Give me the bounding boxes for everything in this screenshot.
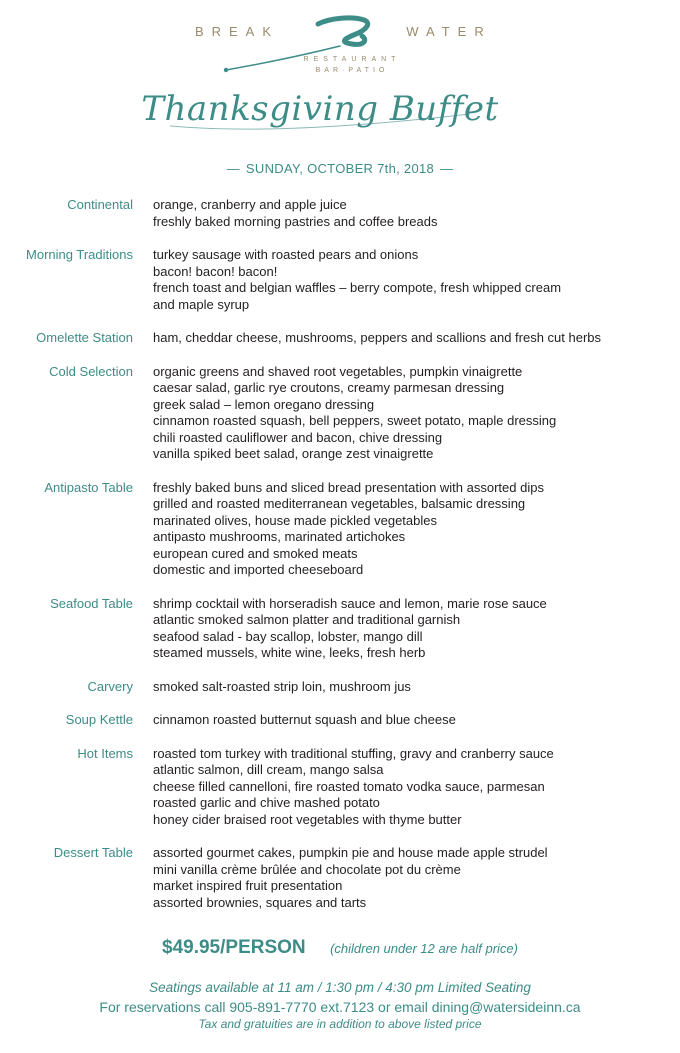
menu-section: [0, 596, 680, 662]
script-title-text: Thanksgiving Buffet: [141, 89, 499, 129]
menu-section: [0, 330, 680, 347]
logo-subline-bar-patio: BAR·PATIO: [315, 67, 389, 74]
section-name: Cold Selection: [49, 363, 133, 379]
section-items: [153, 480, 668, 579]
section-name: Hot Items: [77, 745, 133, 761]
menu-section: [0, 679, 680, 696]
breakwater-logo: [0, 0, 680, 90]
section-name: Carvery: [87, 678, 133, 694]
price-per-person: $49.95/PERSON: [162, 937, 306, 958]
menu-item: grilled and roasted mediterranean vegetables, balsamic dressing: [153, 496, 526, 511]
price-line: [0, 937, 680, 959]
date-dash-left: —: [226, 161, 240, 176]
section-name: Morning Traditions: [26, 247, 133, 262]
section-items: [153, 197, 668, 230]
menu-item: cheese filled cannelloni, fire roasted tomato vodka sauce, parmesan: [153, 778, 545, 794]
section-items: [153, 679, 668, 696]
menu-section: [0, 712, 680, 729]
menu-item: market inspired fruit presentation: [153, 878, 343, 893]
logo-word-break: BREAK: [194, 24, 280, 39]
menu-item: bacon! bacon! bacon!: [153, 263, 278, 279]
menu-item: roasted garlic and chive mashed potato: [153, 795, 380, 810]
menu-item: smoked salt-roasted strip loin, mushroom jus: [153, 678, 411, 694]
menu-section: [0, 197, 680, 230]
menu-item: mini vanilla crème brûlée and chocolate pot du crème: [153, 861, 461, 877]
section-name: Seafood Table: [50, 595, 133, 611]
menu-item: marinated olives, house made pickled vegetables: [153, 512, 438, 528]
section-name: Antipasto Table: [44, 479, 133, 495]
menu-item: orange, cranberry and apple juice: [153, 197, 347, 212]
menu-item: roasted tom turkey with traditional stuffing, gravy and cranberry sauce: [153, 745, 554, 761]
event-date: [0, 161, 680, 176]
section-name: Dessert Table: [53, 845, 133, 860]
section-items: [153, 364, 668, 463]
menu-item: domestic and imported cheeseboard: [153, 562, 364, 577]
menu-item: honey cider braised root vegetables with thyme butter: [153, 811, 462, 827]
seatings-info: Seatings available at 11 am / 1:30 pm / 4:30 pm Limited Seating: [149, 980, 531, 995]
menu-item: greek salad – lemon oregano dressing: [153, 396, 375, 412]
date-text: SUNDAY, OCTOBER 7th, 2018: [245, 161, 435, 176]
menu-item: turkey sausage with roasted pears and onions: [153, 247, 419, 262]
section-name: Omelette Station: [36, 330, 133, 345]
menu-item: freshly baked morning pastries and coffee breads: [153, 213, 438, 229]
menu-item: french toast and belgian waffles – berry compote, fresh whipped cream: [153, 280, 562, 295]
menu-item: cinnamon roasted butternut squash and blue cheese: [153, 712, 456, 727]
logo-subline-restaurant: RESTAURANT: [303, 56, 401, 63]
menu-item: organic greens and shaved root vegetables, pumpkin vinaigrette: [153, 363, 523, 379]
menu-item: assorted brownies, squares and tarts: [153, 894, 367, 910]
section-items: [153, 746, 668, 829]
menu-item: caesar salad, garlic rye croutons, creamy parmesan dressing: [153, 380, 505, 395]
menu-item: atlantic salmon, dill cream, mango salsa: [153, 762, 384, 777]
menu-item: steamed mussels, white wine, leeks, fresh herb: [153, 645, 426, 660]
menu-item: chili roasted cauliflower and bacon, chive dressing: [153, 429, 443, 445]
section-items: [153, 330, 668, 347]
section-items: [153, 845, 668, 911]
menu-section: [0, 746, 680, 829]
section-name: Continental: [67, 197, 133, 212]
logo-word-water: WATER: [406, 24, 492, 39]
children-price-note: (children under 12 are half price): [330, 941, 518, 956]
section-name: Soup Kettle: [65, 712, 133, 727]
reservations-info: For reservations call 905-891-7770 ext.7123 or email dining@watersideinn.ca: [99, 999, 581, 1015]
menu-item: assorted gourmet cakes, pumpkin pie and house made apple strudel: [153, 845, 548, 860]
menu-item: freshly baked buns and sliced bread presentation with assorted dips: [153, 479, 544, 495]
section-items: [153, 712, 668, 729]
thanksgiving-buffet-title: [0, 82, 680, 142]
section-items: [153, 596, 668, 662]
menu-section: [0, 247, 680, 313]
menu-item: european cured and smoked meats: [153, 545, 358, 561]
menu-section: [0, 845, 680, 911]
menu-section: [0, 364, 680, 463]
tax-note: Tax and gratuities are in addition to above listed price: [198, 1017, 482, 1031]
menu-sections: [0, 197, 680, 928]
date-dash-right: —: [440, 161, 454, 176]
menu-item: antipasto mushrooms, marinated artichokes: [153, 529, 406, 544]
section-items: [153, 247, 668, 313]
menu-item: ham, cheddar cheese, mushrooms, peppers and scallions and fresh cut herbs: [153, 330, 602, 345]
menu-item: cinnamon roasted squash, bell peppers, sweet potato, maple dressing: [153, 413, 557, 428]
menu-item: and maple syrup: [153, 296, 250, 312]
menu-item: seafood salad - bay scallop, lobster, mango dill: [153, 628, 423, 644]
menu-item: shrimp cocktail with horseradish sauce and lemon, marie rose sauce: [153, 595, 547, 611]
menu-item: atlantic smoked salmon platter and traditional garnish: [153, 612, 461, 627]
menu-item: vanilla spiked beet salad, orange zest vinaigrette: [153, 446, 434, 461]
menu-section: [0, 480, 680, 579]
